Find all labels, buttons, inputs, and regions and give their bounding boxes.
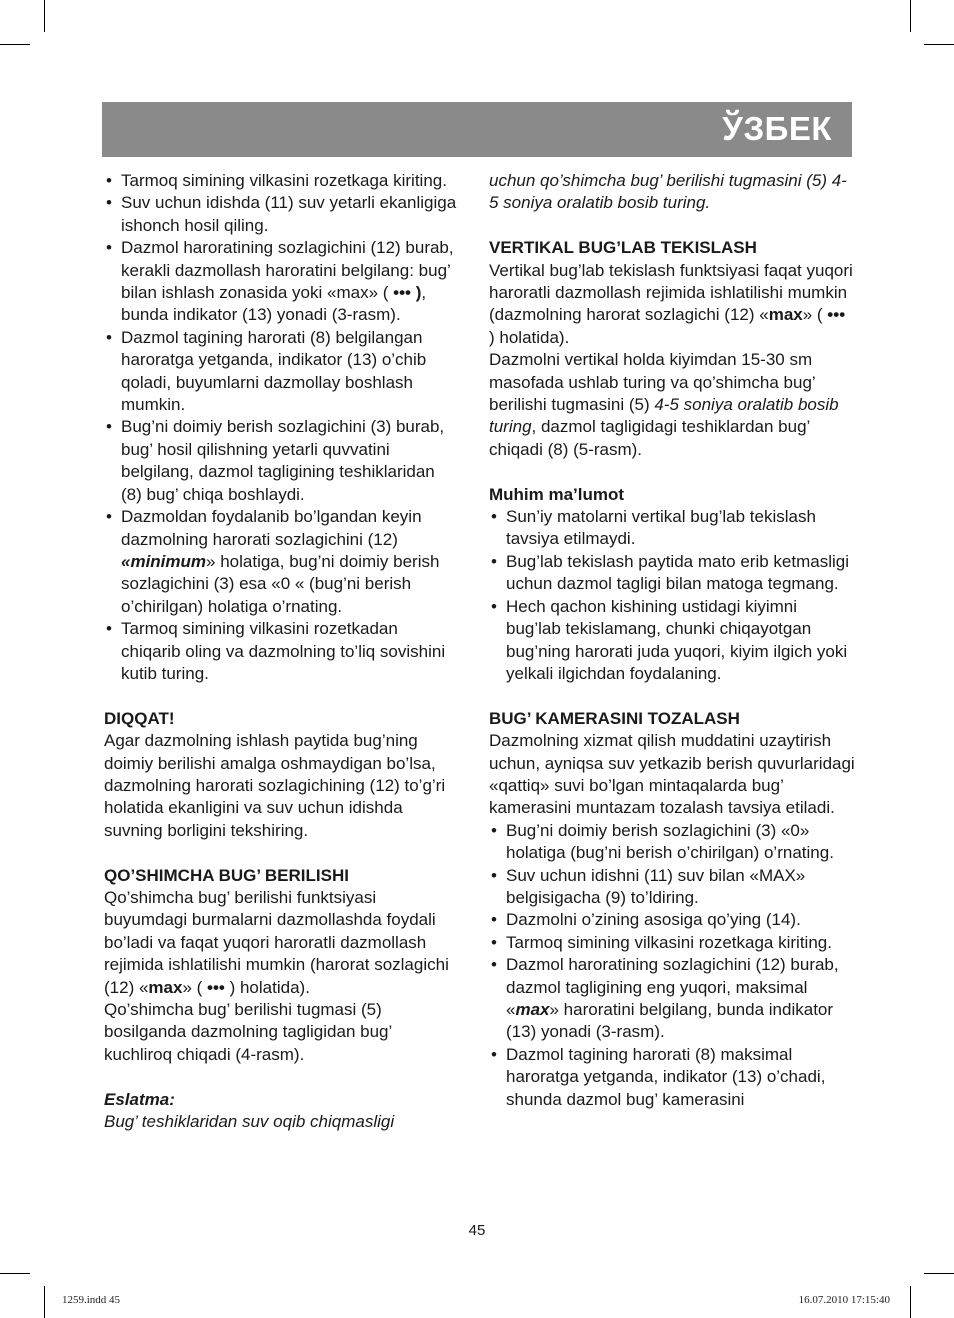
text-run: Dazmoldan foydalanib bo’lgandan keyin dazmolning harorati sozlagichini (12) [121,507,422,549]
date-slug: 16.07.2010 17:15:40 [798,1294,890,1306]
language-title: ЎЗБЕК [722,110,832,147]
crop-mark [924,1273,954,1274]
text-run: Suv uchun idishni (11) suv bilan «MAX» belgisigacha (9) to’ldiring. [506,865,806,907]
left-column [104,170,460,1133]
text-run: Qo’shimcha bug’ berilishi funktsiyasi buyumdagi burmalarni dazmollashda foydali bo’ladi va faqat yuqori haroratli dazmollash rejimida ishlatilishi mumkin (harorat sozlagichi (12) « [104,887,449,997]
crop-mark [910,1286,911,1318]
cleaning-text: Dazmolning xizmat qilish muddatini uzaytirish uchun, ayniqsa suv yetkazib berish quvurlaridagi «qattiq» suvi bo’lgan mintaqalarda bug’ kamerasini muntazam tozalash tavsiya etiladi. [489,731,855,818]
extra-steam-heading: QO’SHIMCHA BUG’ BERILISHI [104,865,349,885]
list-item [104,170,460,192]
text-run: Bug’ni doimiy berish sozlagichini (3) «0» holatiga (bug’ni berish o’chirilgan) o’rnating. [506,820,834,863]
note-text: Bug’ teshiklaridan suv oqib chiqmasligi [104,1112,395,1132]
note-text-continued: uchun qo’shimcha bug’ berilishi tugmasini (5) 4-5 soniya oralatib bosib turing. [489,171,847,213]
list-item [489,865,855,910]
text-run: «minimum [121,551,207,571]
text-run: Dazmolni o’zining asosiga qo’ying (14). [506,910,801,930]
text-run: Vertikal bug’lab tekislash funktsiyasi faqat yuqori haroratli dazmollash rejimida ishlatilishi mumkin (dazmolning harorat sozlagichi (12) « [489,260,853,325]
instructions-list [104,170,460,685]
text-run: Tarmoq simining vilkasini rozetkaga kiriting. [121,171,447,190]
text-run: Bug’ni doimiy berish sozlagichini (3) burab, bug’ hosil qilishning yetarli quvvatini belgilang, dazmol tagligining teshiklaridan (8) bug’ chiqa boshlaydi. [121,417,445,504]
warning-text: Agar dazmolning ishlash paytida bug’ning doimiy berilishi amalga oshmaydigan bo’lsa, dazmolning harorati sozlagichining (12) to’g’ri holatida ekanligini va suv uchun idishda suvning borligini tekshiring. [104,731,446,840]
list-item [489,820,855,865]
text-run: Sun’iy matolarni vertikal bug’lab tekislash tavsiya etilmaydi. [506,507,816,549]
text-run: Tarmoq simining vilkasini rozetkaga kiriting. [506,932,832,952]
text-run: Dazmol tagining harorati (8) maksimal haroratga yetganda, indikator (13) o’chadi, shunda dazmol bug’ kamerasini [506,1044,826,1109]
note-heading: Eslatma: [104,1089,175,1109]
text-run: Bug’lab tekislash paytida mato erib ketmasligi uchun dazmol tagligi bilan matoga tegmang. [506,551,850,594]
crop-mark [910,0,911,32]
list-item [104,416,460,506]
crop-mark [44,1286,45,1318]
text-run: max [148,977,183,997]
crop-mark [44,0,45,32]
text-run: ••• [827,305,846,325]
list-item [104,506,460,618]
list-item [489,551,855,596]
text-run: , bunda indikator (13) yonadi (3-rasm). [121,283,427,325]
text-run: Suv uchun idishda (11) suv yetarli ekanligiga ishonch hosil qiling. [121,193,457,235]
text-run: ) holatida). [489,327,570,347]
cleaning-steps-list [489,820,855,1111]
list-item [489,954,855,1044]
text-run: Dazmol tagining harorati (8) belgilangan haroratga yetganda, indikator (13) o’chib qoladi, buyumlarni dazmollay boshlash mumkin. [121,327,427,415]
list-item [489,1044,855,1111]
text-run: » ( [182,977,208,997]
text-run: 4-5 soniya oralatib bosib turing [489,395,839,437]
text-run: Hech qachon kishining ustidagi kiyimni bug’lab tekislamang, chunki chiqayotgan bug’ning harorati juda yuqori, kiyim ilgich yoki yelkali ilgichdan foydalaning. [506,596,848,683]
crop-mark [0,1273,30,1274]
text-run: max [768,305,803,325]
vertical-steam-heading: VERTIKAL BUG’LAB TEKISLASH [489,238,757,258]
crop-mark [924,44,954,45]
text-run: ••• [207,977,225,997]
text-run: Dazmol haroratining sozlagichini (12) burab, dazmol tagligining eng yuqori, maksimal « [506,955,839,1019]
vertical-steam-paragraph [489,260,855,350]
extra-steam-paragraph [104,887,460,999]
list-item [104,192,460,237]
cleaning-heading: BUG’ KAMERASINI TOZALASH [489,708,740,728]
text-run: » ( [802,305,828,325]
list-item [104,327,460,417]
warning-heading: DIQQAT! [104,708,175,728]
right-column [489,170,855,1111]
crop-mark [0,44,30,45]
list-item [489,596,855,686]
language-header-band [102,102,852,157]
page-number: 45 [468,1222,486,1239]
text-run: » haroratini belgilang, bunda indikator (13) yonadi (3-rasm). [506,999,834,1042]
vertical-steam-paragraph-2 [489,349,855,461]
text-run: Tarmoq simining vilkasini rozetkadan chiqarib oling va dazmolning to’liq sovishini kutib turing. [121,619,446,683]
text-run: ••• ) [393,283,422,303]
text-run: , dazmol tagligidagi teshiklardan bug’ chiqadi (8) (5-rasm). [489,417,810,459]
text-run: Dazmol haroratining sozlagichini (12) burab, kerakli dazmollash haroratini belgilang: bug’ bilan ishlash zonasida yoki «max» ( [121,238,454,303]
list-item [104,618,460,685]
important-info-list [489,506,855,685]
list-item [104,237,460,327]
list-item [489,932,855,954]
text-run: ) holatida). [224,977,310,997]
list-item [489,506,855,551]
list-item [489,909,855,931]
text-run: » holatiga, bug’ni doimiy berish sozlagichini (3) esa «0 « (bug’ni berish o’chirilgan) holatiga o’rnating. [121,551,440,616]
important-info-heading: Muhim ma’lumot [489,484,625,504]
extra-steam-paragraph-2: Qo’shimcha bug’ berilishi tugmasi (5) bosilganda dazmolning tagligidan bug’ kuchliroq chiqadi (4-rasm). [104,1000,392,1064]
text-run: max [515,999,550,1019]
file-slug: 1259.indd 45 [62,1294,121,1306]
text-run: Dazmolni vertikal holda kiyimdan 15-30 sm masofada ushlab turing va qo’shimcha bug’ berilishi tugmasini (5) [489,350,816,415]
